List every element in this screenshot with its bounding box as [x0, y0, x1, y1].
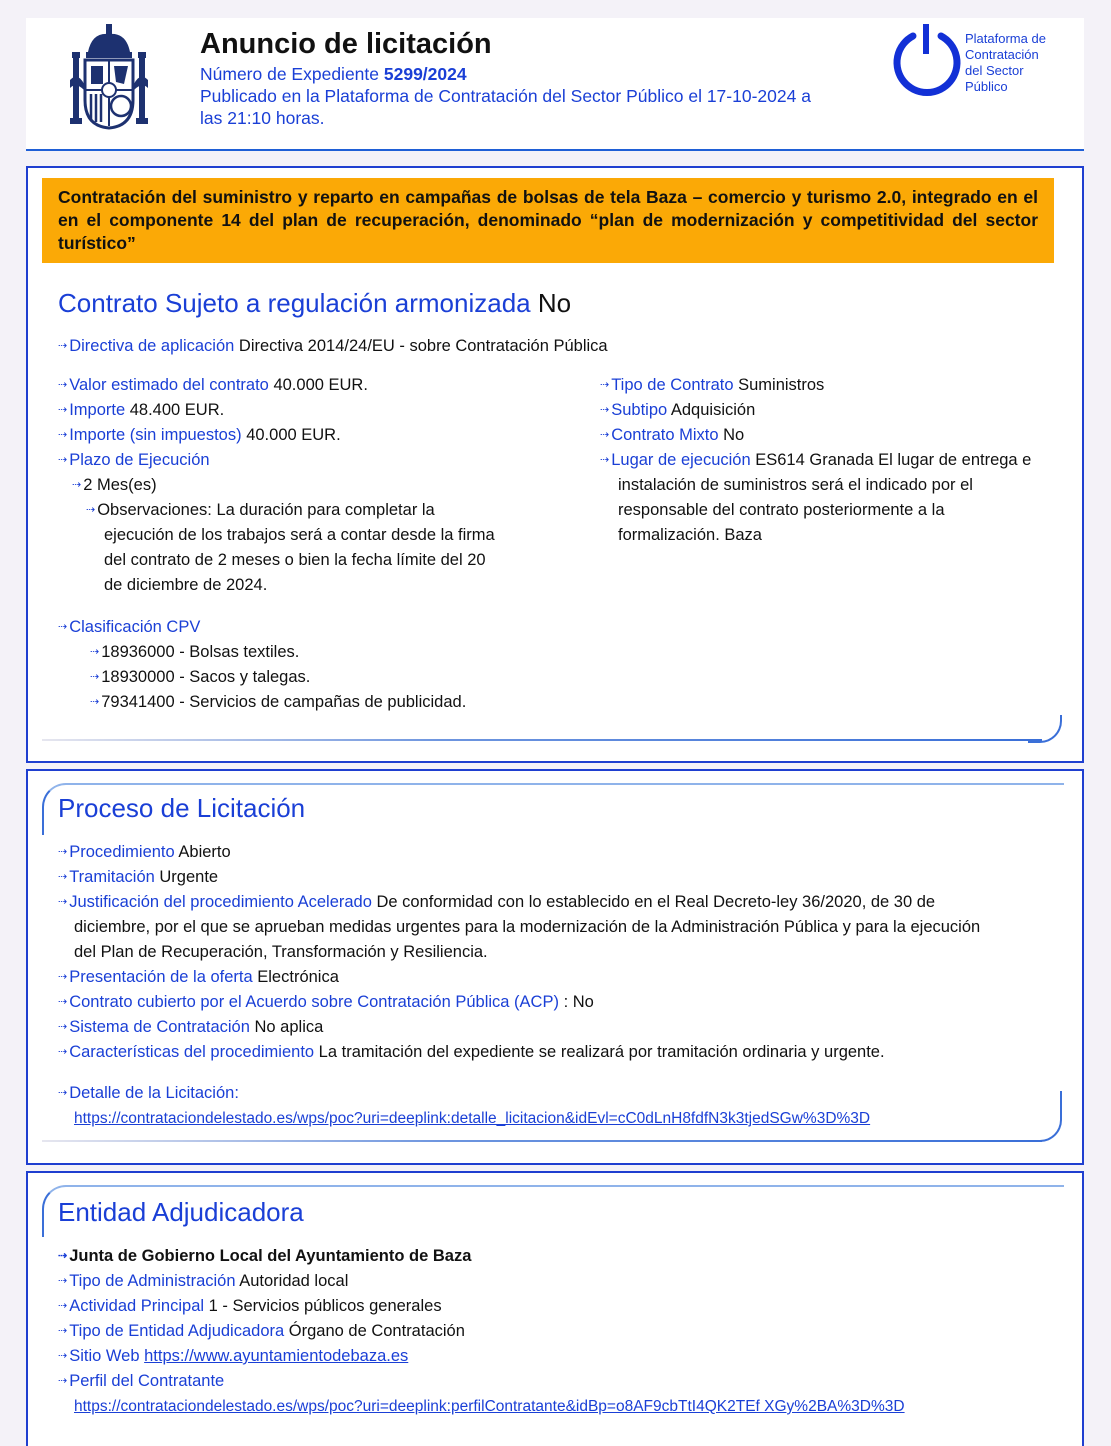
presentacion-item: [58, 965, 339, 990]
arrow-icon: ⇢: [90, 671, 99, 683]
sistema-item: [58, 1015, 323, 1040]
lugar-line: formalización. Baza: [618, 526, 762, 544]
arrow-icon: ⇢: [600, 454, 609, 466]
field-value: Observaciones: La duración para completar la: [97, 501, 435, 519]
field-value: 40.000 EUR.: [273, 376, 368, 394]
field-label: Subtipo: [611, 401, 668, 419]
proceso-heading: Proceso de Licitación: [58, 793, 306, 823]
detalle-item: [58, 1081, 239, 1106]
logo-line: Plataforma de: [965, 31, 1046, 46]
arrow-icon: ⇢: [58, 379, 67, 391]
field-value: Directiva 2014/24/EU - sobre Contratación Pública: [238, 337, 608, 355]
tramitacion-item: [58, 865, 218, 890]
subtipo-item: [600, 398, 755, 423]
arrow-icon: ⇢: [58, 404, 67, 416]
field-value: Órgano de Contratación: [288, 1322, 465, 1340]
arrow-icon: ⇢: [58, 1250, 67, 1262]
field-label: Clasificación CPV: [69, 618, 201, 636]
observaciones-item: [86, 498, 435, 523]
field-label: Justificación del procedimiento Acelerado: [69, 893, 372, 911]
acp-item: [58, 990, 594, 1015]
field-value: No aplica: [254, 1018, 324, 1036]
published-time: las 21:10 horas.: [200, 108, 325, 128]
field-label: Características del procedimiento: [69, 1043, 315, 1061]
arrow-icon: ⇢: [58, 846, 67, 858]
arrow-icon: ⇢: [58, 429, 67, 441]
arrow-icon: ⇢: [58, 1046, 67, 1058]
field-label: Actividad Principal: [69, 1297, 205, 1315]
decorative-divider: [42, 1140, 1042, 1142]
field-label: Procedimiento: [69, 843, 175, 861]
entidad-name-item: [58, 1244, 471, 1269]
cpv-code: [90, 640, 299, 665]
arrow-icon: ⇢: [58, 1087, 67, 1099]
cpv-item: [58, 615, 200, 640]
field-label: Lugar de ejecución: [611, 451, 751, 469]
observaciones-line: de diciembre de 2024.: [104, 576, 268, 594]
arrow-icon: ⇢: [600, 429, 609, 441]
field-value: 40.000 EUR.: [246, 426, 341, 444]
arrow-icon: ⇢: [90, 646, 99, 658]
arrow-icon: ⇢: [58, 1021, 67, 1033]
sitio-web-link[interactable]: https://www.ayuntamientodebaza.es: [144, 1347, 409, 1365]
arrow-icon: ⇢: [86, 504, 95, 516]
field-value: : No: [563, 993, 594, 1011]
logo-line: Contratación: [965, 47, 1039, 62]
regulacion-heading: [58, 288, 571, 319]
spain-coat-of-arms-icon: [70, 22, 148, 130]
published-line: Publicado en la Plataforma de Contratación del Sector Público el 17-10-2024 a: [200, 86, 811, 106]
justificacion-item: [58, 890, 935, 915]
perfil-link-row: [74, 1394, 905, 1419]
entidad-section: [26, 1171, 1084, 1446]
field-label: Tipo de Entidad Adjudicadora: [69, 1322, 285, 1340]
arrow-icon: ⇢: [58, 1275, 67, 1287]
arrow-icon: ⇢: [58, 1300, 67, 1312]
field-value: Suministros: [738, 376, 825, 394]
proceso-section: [26, 769, 1084, 1165]
decorative-swoosh: [1028, 1091, 1062, 1142]
contract-section: [26, 166, 1084, 763]
arrow-icon: ⇢: [58, 971, 67, 983]
detalle-licitacion-link[interactable]: https://contrataciondelestado.es/wps/poc?uri=deeplink:detalle_licitacion&idEvl=cC0dLnH8fdfN3k3tjedSGw%3D%3D: [74, 1110, 871, 1127]
arrow-icon: ⇢: [58, 1375, 67, 1387]
field-label: Valor estimado del contrato: [69, 376, 269, 394]
cpv-code: [90, 665, 310, 690]
justificacion-line: diciembre, por el que se aprueban medidas urgentes para la modernización de la Administración Pública y para la ejecución: [74, 918, 981, 936]
plazo-value-item: [72, 473, 157, 498]
expediente-line: [200, 63, 467, 85]
arrow-icon: ⇢: [600, 379, 609, 391]
importe-sin-impuestos-item: [58, 423, 341, 448]
contrato-mixto-item: [600, 423, 744, 448]
power-logo-icon: [888, 22, 966, 100]
arrow-icon: ⇢: [58, 996, 67, 1008]
field-label: Tipo de Contrato: [611, 376, 734, 394]
tipo-administracion-item: [58, 1269, 348, 1294]
expediente-label: Número de Expediente: [200, 64, 379, 84]
field-value: 48.400 EUR.: [129, 401, 225, 419]
arrow-icon: ⇢: [600, 404, 609, 416]
perfil-contratante-link[interactable]: https://contrataciondelestado.es/wps/poc?uri=deeplink:perfilContratante&idBp=o8AF9cbTtI4QK2TEf XGy%2BA%3D%3D: [74, 1398, 905, 1415]
arrow-icon: ⇢: [90, 696, 99, 708]
field-value: Urgente: [159, 868, 219, 886]
expediente-number: 5299/2024: [383, 64, 467, 84]
cpv-code: [90, 690, 466, 715]
page-header: [26, 18, 1084, 151]
field-label: Importe (sin impuestos): [69, 426, 242, 444]
valor-estimado-item: [58, 373, 368, 398]
entidad-name: Junta de Gobierno Local del Ayuntamiento de Baza: [69, 1247, 472, 1265]
arrow-icon: ⇢: [58, 1325, 67, 1337]
field-label: Sitio Web: [69, 1347, 140, 1365]
field-label: Plazo de Ejecución: [69, 451, 210, 469]
field-label: Presentación de la oferta: [69, 968, 253, 986]
arrow-icon: ⇢: [72, 479, 81, 491]
field-label: Importe: [69, 401, 126, 419]
detalle-link-row: [74, 1106, 870, 1131]
arrow-icon: ⇢: [58, 896, 67, 908]
caracteristicas-item: [58, 1040, 885, 1065]
page-title: Anuncio de licitación: [200, 28, 492, 60]
field-label: Sistema de Contratación: [69, 1018, 250, 1036]
logo-line: Público: [965, 79, 1008, 94]
actividad-principal-item: [58, 1294, 442, 1319]
field-value: No: [723, 426, 745, 444]
field-label: Contrato Mixto: [611, 426, 719, 444]
entidad-heading: Entidad Adjudicadora: [58, 1197, 304, 1227]
justificacion-line: del Plan de Recuperación, Transformación y Resiliencia.: [74, 943, 488, 961]
perfil-contratante-item: [58, 1369, 224, 1394]
field-label: Tipo de Administración: [69, 1272, 236, 1290]
field-label: Tramitación: [69, 868, 155, 886]
arrow-icon: ⇢: [58, 340, 67, 352]
field-label: Contrato cubierto por el Acuerdo sobre Contratación Pública (ACP): [69, 993, 559, 1011]
field-label: Perfil del Contratante: [69, 1372, 225, 1390]
observaciones-line: ejecución de los trabajos será a contar desde la firma: [104, 526, 495, 544]
field-value: La tramitación del expediente se realizará por tramitación ordinaria y urgente.: [318, 1043, 885, 1061]
field-value: ES614 Granada El lugar de entrega e: [755, 451, 1032, 469]
observaciones-line: del contrato de 2 meses o bien la fecha límite del 20: [104, 551, 486, 569]
cpv-value: 79341400 - Servicios de campañas de publicidad.: [101, 693, 467, 711]
procedimiento-item: [58, 840, 231, 865]
field-value: Adquisición: [670, 401, 756, 419]
directiva-item: [58, 334, 608, 359]
tipo-contrato-item: [600, 373, 824, 398]
platform-logo-text: [965, 31, 1075, 95]
importe-item: [58, 398, 224, 423]
cpv-value: 18930000 - Sacos y talegas.: [101, 668, 311, 686]
field-value: Autoridad local: [239, 1272, 349, 1290]
lugar-line: responsable del contrato posteriormente a la: [618, 501, 945, 519]
arrow-icon: ⇢: [58, 1350, 67, 1362]
contract-title-banner: Contratación del suministro y reparto en campañas de bolsas de tela Baza – comercio y turismo 2.0, integrado en el en el componente 14 del plan de recuperación, denominado “plan de modernización y competitividad del sector turístico”: [42, 178, 1054, 263]
plazo-item: [58, 448, 210, 473]
field-label: Directiva de aplicación: [69, 337, 235, 355]
field-value: 1 - Servicios públicos generales: [208, 1297, 442, 1315]
sitio-web-item: [58, 1344, 408, 1369]
decorative-divider: [42, 739, 1042, 741]
arrow-icon: ⇢: [58, 621, 67, 633]
field-label: Detalle de la Licitación:: [69, 1084, 239, 1102]
cpv-value: 18936000 - Bolsas textiles.: [101, 643, 300, 661]
regulacion-value: No: [537, 288, 572, 318]
regulacion-label: Contrato Sujeto a regulación armonizada: [58, 288, 531, 318]
logo-line: del Sector: [965, 63, 1024, 78]
lugar-line: instalación de suministros será el indicado por el: [618, 476, 973, 494]
decorative-swoosh: [1028, 715, 1062, 743]
arrow-icon: ⇢: [58, 871, 67, 883]
lugar-ejecucion-item: [600, 448, 1031, 473]
field-value: De conformidad con lo establecido en el Real Decreto-ley 36/2020, de 30 de: [376, 893, 936, 911]
field-value: Abierto: [178, 843, 231, 861]
field-value: Electrónica: [257, 968, 339, 986]
field-value: 2 Mes(es): [83, 476, 157, 494]
arrow-icon: ⇢: [58, 454, 67, 466]
tipo-entidad-item: [58, 1319, 465, 1344]
